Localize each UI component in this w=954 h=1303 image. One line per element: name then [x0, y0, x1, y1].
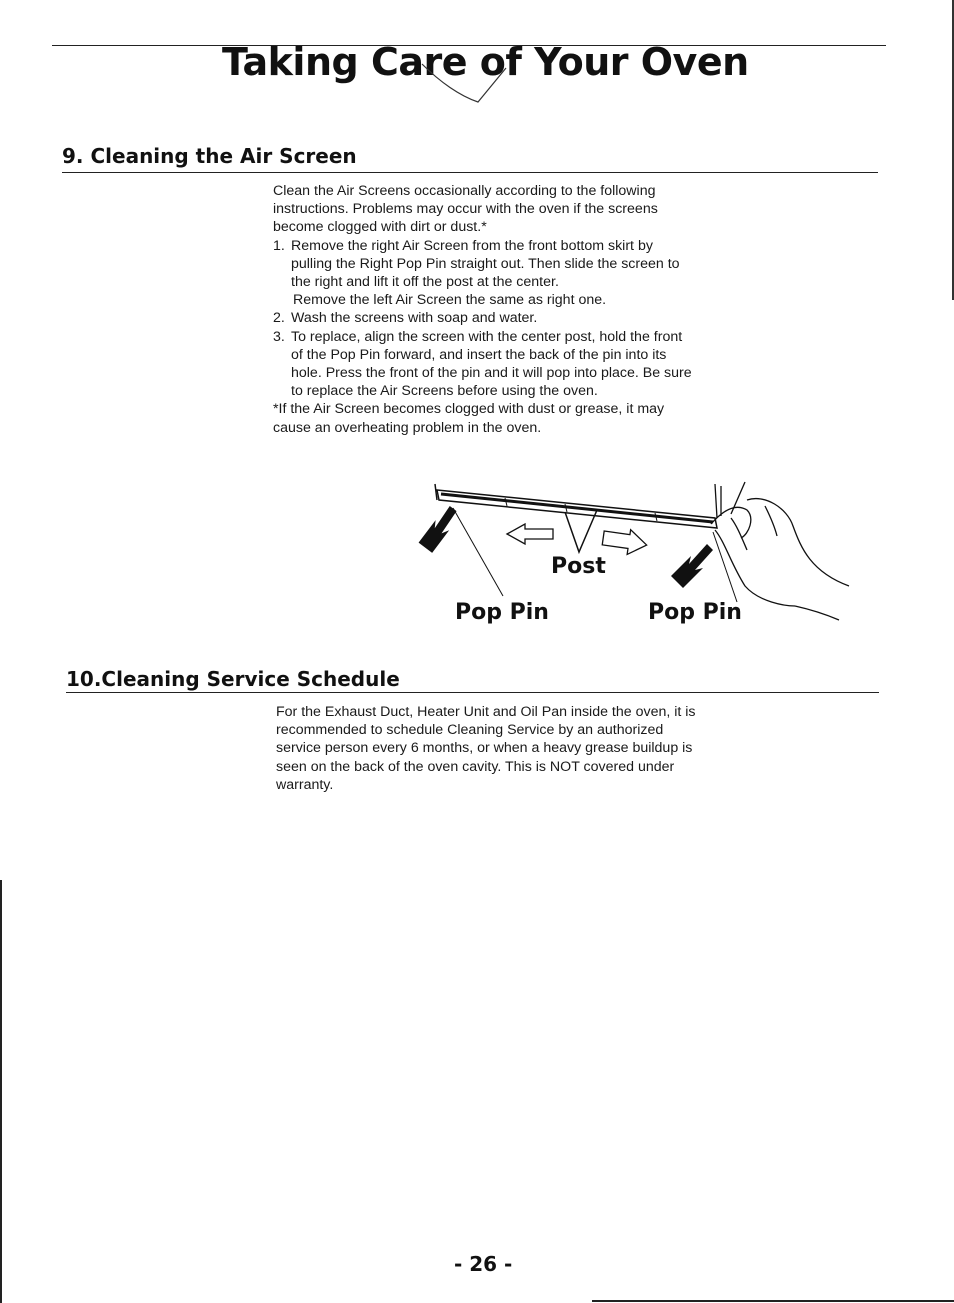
step-3-text: To replace, align the screen with the center post, hold the front of the Pop Pin forward, and insert the back of the pin into its hole. Press the front of the pin and it will pop into place. Be sure to replace the Air Screens before using the oven. [291, 328, 692, 400]
title-swoosh-mark [420, 62, 510, 106]
step-2 [273, 309, 693, 327]
pop-pin-right-label: Pop Pin [648, 600, 742, 625]
section-9-rule [62, 172, 878, 173]
step-3 [273, 328, 693, 401]
footnote: *If the Air Screen becomes clogged with dust or grease, it may cause an overheating problem in the oven. [273, 401, 665, 436]
section-9-intro: Clean the Air Screens occasionally according to the following instructions. Problems may occur with the oven if the screens become clogged with dirt or dust.* [273, 183, 658, 236]
step-1-text: Remove the right Air Screen from the front bottom skirt by pulling the Right Pop Pin straight out. Then slide the screen to the right and lift it off the post at the center. [291, 237, 680, 291]
slide-left-arrow-icon [507, 524, 553, 544]
left-pop-pin-arrow-icon [415, 505, 462, 554]
left-pin-leader-line [453, 508, 503, 596]
slide-right-arrow-icon [601, 526, 648, 557]
section-10-paragraph: For the Exhaust Duct, Heater Unit and Oil Pan inside the oven, it is recommended to schedule Cleaning Service by an authorized service person every 6 months, or when a heavy grease buildup is seen on the back of the oven cavity. This is NOT covered under warranty. [276, 704, 696, 793]
section-9-heading: 9. Cleaning the Air Screen [62, 144, 357, 168]
post-label: Post [551, 554, 606, 579]
step-2-number: 2. [273, 310, 285, 327]
scan-edge-bottom [592, 1300, 954, 1302]
section-10-body [276, 703, 696, 794]
step-1-number: 1. [273, 237, 285, 254]
pop-pin-left-label: Pop Pin [455, 600, 549, 625]
air-screen-figure [415, 478, 860, 638]
section-10-heading: 10.Cleaning Service Schedule [66, 667, 400, 691]
step-2-text: Wash the screens with soap and water. [291, 310, 538, 327]
post-marker [565, 510, 597, 552]
step-3-number: 3. [273, 328, 285, 345]
section-9-body [273, 182, 693, 437]
step-1 [273, 237, 693, 292]
page-title: Taking Care of Your Oven [222, 40, 749, 84]
scan-edge-left [0, 880, 2, 1303]
step-1-extra: Remove the left Air Screen the same as right one. [293, 292, 607, 309]
right-pin-leader-line [713, 532, 737, 602]
right-pop-pin-arrow-icon [671, 544, 713, 588]
section-10-rule [66, 692, 879, 693]
page-number: - 26 - [454, 1252, 513, 1276]
